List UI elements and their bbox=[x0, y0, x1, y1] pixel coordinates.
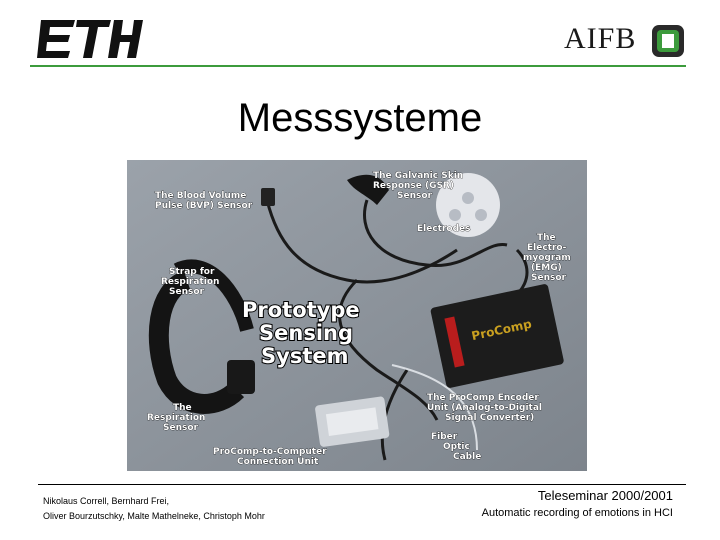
label-resp-3: Sensor bbox=[163, 423, 198, 433]
label-fiber-2: Optic bbox=[443, 442, 470, 452]
label-resp-2: Respiration bbox=[147, 413, 206, 423]
footer-seminar: Teleseminar 2000/2001 bbox=[537, 488, 673, 503]
label-prototype-2: Sensing bbox=[259, 321, 353, 345]
label-strap-2: Respiration bbox=[161, 277, 220, 287]
svg-text:System bbox=[261, 344, 348, 368]
label-emg-3: myogram bbox=[523, 253, 571, 263]
svg-text:Electro- bbox=[527, 243, 567, 253]
label-encoder-3: Signal Converter) bbox=[445, 413, 535, 423]
label-gsr-2: Response (GSR) bbox=[373, 181, 455, 191]
svg-text:Sensor bbox=[169, 287, 205, 297]
svg-text:Sensor bbox=[397, 191, 433, 201]
svg-text:ProComp-to-Computer bbox=[213, 447, 327, 457]
svg-text:The bbox=[173, 403, 192, 413]
footer-topic: Automatic recording of emotions in HCI bbox=[481, 507, 673, 519]
svg-text:Fiber bbox=[431, 432, 458, 442]
svg-text:Unit (Analog-to-Digital bbox=[427, 403, 542, 413]
aifb-logo-text: AIFB bbox=[564, 22, 637, 55]
svg-text:Pulse (BVP) Sensor bbox=[155, 201, 253, 211]
aifb-logo-mark bbox=[652, 25, 684, 57]
label-emg-4: (EMG) bbox=[531, 263, 562, 273]
measurement-system-photo bbox=[127, 160, 587, 471]
svg-text:Respiration bbox=[147, 413, 205, 423]
svg-text:Strap for bbox=[169, 267, 215, 277]
svg-text:The Blood Volume bbox=[155, 191, 246, 201]
label-emg-2: Electro- bbox=[527, 243, 567, 253]
encoder-brand-text: ProComp bbox=[470, 316, 533, 344]
svg-text:Sensor bbox=[163, 423, 199, 433]
label-strap-3: Sensor bbox=[169, 287, 204, 297]
footer-authors bbox=[43, 494, 265, 524]
svg-text:(EMG) bbox=[531, 263, 562, 273]
label-encoder-1: The ProComp Encoder bbox=[427, 393, 539, 403]
footer-divider bbox=[38, 484, 686, 485]
svg-text:Respiration bbox=[161, 277, 219, 287]
svg-text:Cable bbox=[453, 452, 481, 462]
svg-text:The ProComp Encoder bbox=[427, 393, 539, 403]
header-divider bbox=[30, 65, 686, 67]
label-prototype-3: System bbox=[261, 344, 349, 368]
svg-text:Connection Unit bbox=[237, 457, 319, 467]
authors-line-2: Oliver Bourzutschky, Malte Mathelneke, Christoph Mohr bbox=[43, 511, 265, 521]
svg-text:myogram bbox=[523, 253, 571, 263]
authors-line-1: Nikolaus Correll, Bernhard Frei, bbox=[43, 496, 170, 506]
label-strap-1: Strap for bbox=[169, 267, 215, 277]
label-electrodes: Electrodes bbox=[417, 224, 471, 234]
label-gsr-1: The Galvanic Skin bbox=[373, 171, 464, 181]
label-emg-1: The bbox=[537, 233, 556, 243]
svg-text:Signal Converter) bbox=[445, 413, 534, 423]
label-prototype-1: Prototype bbox=[242, 298, 360, 322]
label-bvp-2: Pulse (BVP) Sensor bbox=[155, 201, 253, 211]
label-connection-2: Connection Unit bbox=[237, 457, 319, 467]
svg-text:The bbox=[537, 233, 556, 243]
svg-text:The Galvanic Skin bbox=[373, 171, 463, 181]
svg-text:Sensing bbox=[259, 321, 353, 345]
eth-logo bbox=[37, 20, 143, 58]
svg-text:Response (GSR) bbox=[373, 181, 454, 191]
slide-title: Messsysteme bbox=[237, 96, 483, 140]
label-gsr-3: Sensor bbox=[397, 191, 432, 201]
svg-text:Sensor bbox=[531, 273, 567, 283]
label-emg-5: Sensor bbox=[531, 273, 566, 283]
label-connection-1: ProComp-to-Computer bbox=[213, 447, 327, 457]
svg-text:Prototype bbox=[242, 298, 360, 322]
label-encoder-2: Unit (Analog-to-Digital bbox=[427, 403, 543, 413]
label-resp-1: The bbox=[173, 403, 192, 413]
label-fiber-1: Fiber bbox=[431, 432, 458, 442]
label-fiber-3: Cable bbox=[453, 452, 482, 462]
svg-text:Optic bbox=[443, 442, 470, 452]
label-bvp-1: The Blood Volume bbox=[155, 191, 247, 201]
